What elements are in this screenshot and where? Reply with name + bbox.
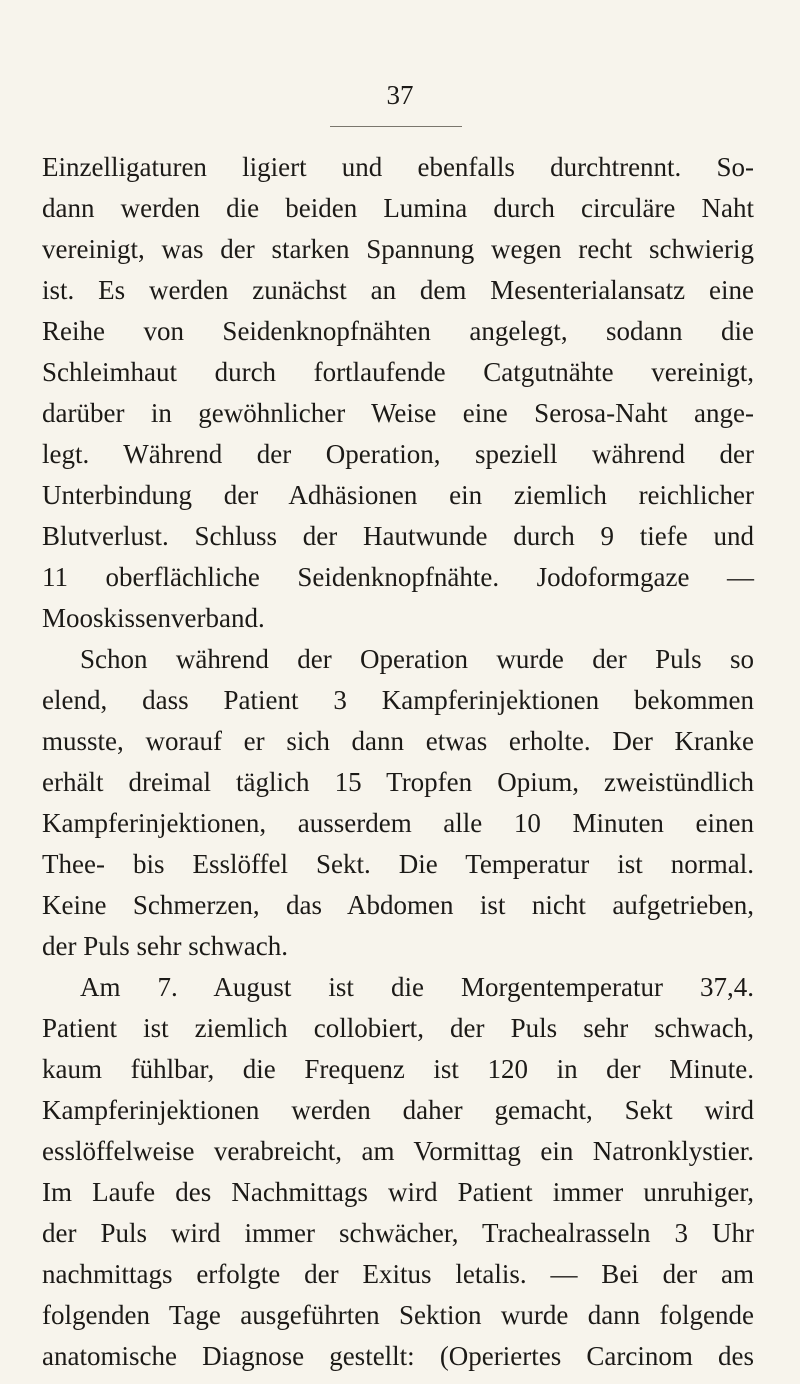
text-line: nachmittags erfolgte der Exitus letalis. — Bei der am [42,1259,754,1289]
text-line: der Puls wird immer schwächer, Trachealrasseln 3 Uhr [42,1218,754,1248]
text-line: musste, worauf er sich dann etwas erholte. Der Kranke [42,726,754,756]
text-line: legt. Während der Operation, speziell während der [42,439,754,469]
text-line: erhält dreimal täglich 15 Tropfen Opium, zweistündlich [42,767,754,797]
text-line: ist. Es werden zunächst an dem Mesenterialansatz eine [42,275,754,305]
header-rule [330,126,462,127]
body-text [42,147,754,1377]
text-line: esslöffelweise verabreicht, am Vormittag ein Natronklystier. [42,1136,754,1166]
text-line: der Puls sehr schwach. [42,931,288,961]
text-line: Am 7. August ist die Morgentemperatur 37,4. [80,972,754,1002]
text-line: Kampferinjektionen werden daher gemacht, Sekt wird [42,1095,754,1125]
text-line: folgenden Tage ausgeführten Sektion wurde dann folgende [42,1300,754,1330]
text-line: anatomische Diagnose gestellt: (Operiertes Carcinom des [42,1341,754,1371]
text-line: darüber in gewöhnlicher Weise eine Serosa-Naht ange- [42,398,754,428]
text-line: Patient ist ziemlich collobiert, der Puls sehr schwach, [42,1013,754,1043]
text-line: Thee- bis Esslöffel Sekt. Die Temperatur ist normal. [42,849,754,879]
text-line: vereinigt, was der starken Spannung wegen recht schwierig [42,234,754,264]
text-line: 11 oberflächliche Seidenknopfnähte. Jodoformgaze — [42,562,754,592]
text-line: dann werden die beiden Lumina durch circuläre Naht [42,193,754,223]
text-line: Schleimhaut durch fortlaufende Catgutnähte vereinigt, [42,357,754,387]
text-line: Unterbindung der Adhäsionen ein ziemlich reichlicher [42,480,754,510]
text-line: elend, dass Patient 3 Kampferinjektionen bekommen [42,685,754,715]
page-number: 37 [386,80,414,110]
text-line: Reihe von Seidenknopfnähten angelegt, sodann die [42,316,754,346]
text-line: Blutverlust. Schluss der Hautwunde durch 9 tiefe und [42,521,754,551]
text-line: Kampferinjektionen, ausserdem alle 10 Minuten einen [42,808,754,838]
text-line: Schon während der Operation wurde der Puls so [80,644,754,674]
text-line: Keine Schmerzen, das Abdomen ist nicht aufgetrieben, [42,890,754,920]
text-line: Einzelligaturen ligiert und ebenfalls durchtrennt. So- [42,152,754,182]
text-line: Im Laufe des Nachmittags wird Patient immer unruhiger, [42,1177,754,1207]
text-line: kaum fühlbar, die Frequenz ist 120 in der Minute. [42,1054,754,1084]
text-line: Mooskissenverband. [42,603,265,633]
